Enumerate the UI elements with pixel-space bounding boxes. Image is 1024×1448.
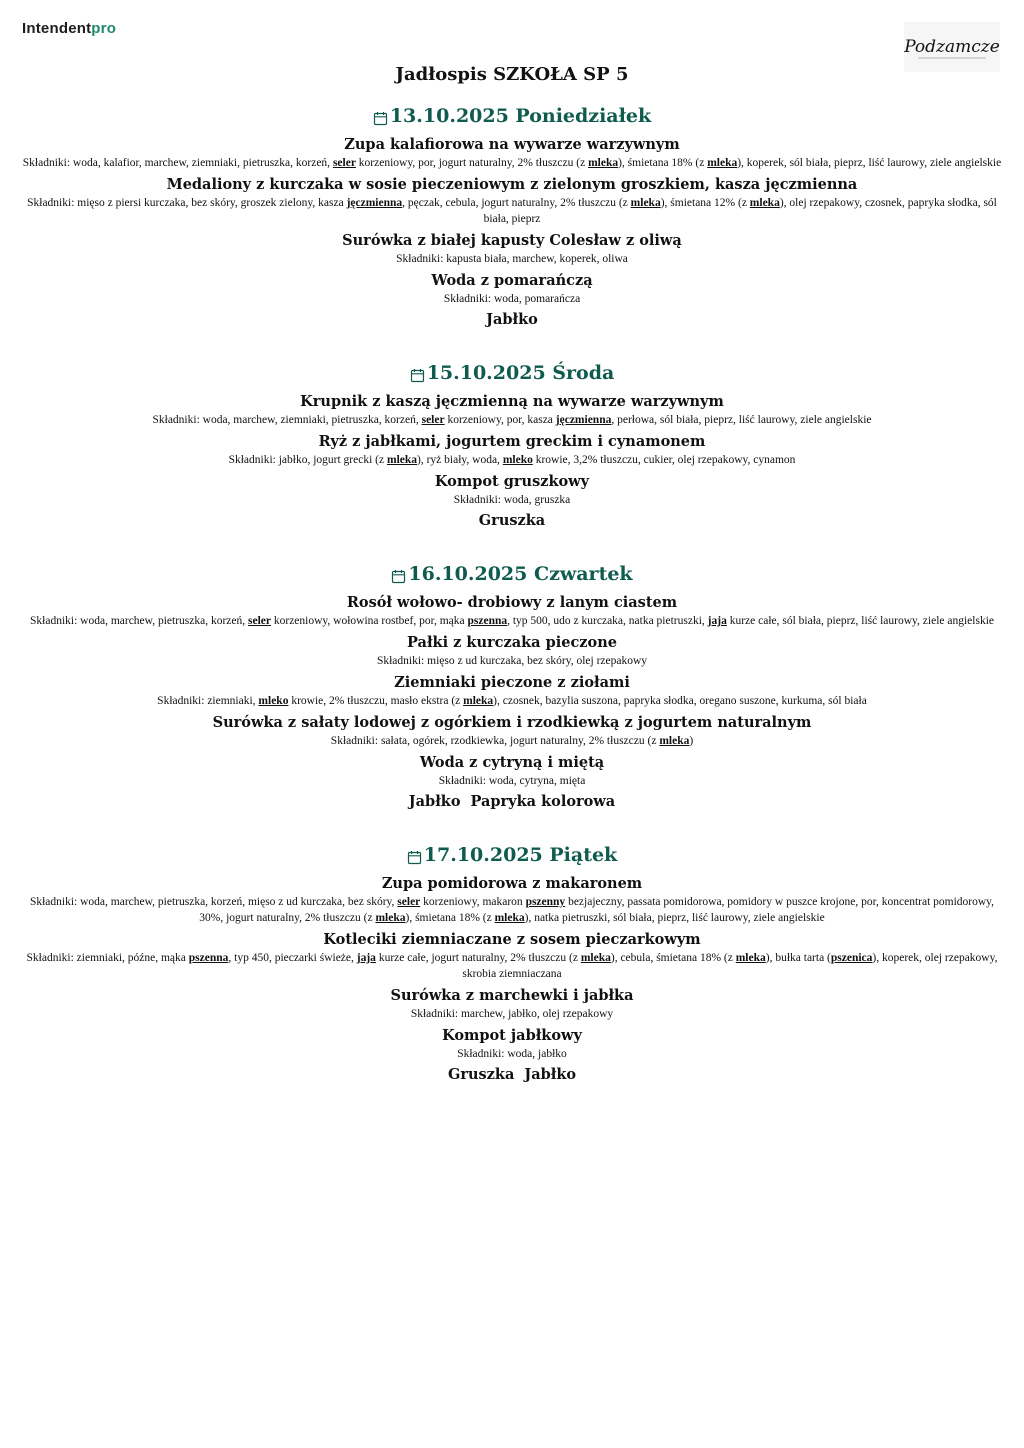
ingredient-text: Składniki: mięso z piersi kurczaka, bez skóry, groszek zielony, kasza [27, 197, 347, 209]
ingredient-text: Składniki: woda, marchew, pietruszka, korzeń, [30, 615, 249, 627]
day-section [18, 553, 1006, 810]
ingredient-text: Składniki: woda, marchew, pietruszka, korzeń, mięso z ud kurczaka, bez skóry, [29, 896, 398, 908]
ingredient-text: Składniki: marchew, jabłko, olej rzepakowy [410, 1008, 614, 1020]
allergen: pszenna [188, 952, 229, 964]
day-heading [407, 844, 617, 866]
ingredient-text: krowie, 3,2% tłuszczu, cukier, olej rzepakowy, cynamon [532, 454, 796, 466]
dish-ingredients [18, 195, 1006, 227]
fruit-line [18, 1066, 1006, 1083]
ingredient-text: Składniki: ziemniaki, [157, 695, 259, 707]
ingredient-text: , typ 450, pieczarki świeże, [228, 952, 357, 964]
allergen: jęczmienna [555, 414, 612, 426]
calendar-icon [407, 848, 422, 863]
allergen: mleka [659, 735, 690, 747]
ingredient-text: Składniki: woda, jabłko [457, 1048, 567, 1060]
day-spacer [18, 810, 1006, 834]
dish-name: Medaliony z kurczaka w sosie pieczeniowym z zielonym groszkiem, kasza jęczmienna [166, 176, 858, 193]
allergen: mleka [735, 952, 766, 964]
dish-ingredients [18, 733, 1006, 749]
day-section [18, 352, 1006, 529]
allergen: mleka [463, 695, 494, 707]
dish-name: Rosół wołowo- drobiowy z lanym ciastem [346, 594, 678, 611]
ingredient-text: Składniki: ziemniaki, późne, mąka [26, 952, 189, 964]
ingredient-text: Składniki: sałata, ogórek, rzodkiewka, jogurt naturalny, 2% tłuszczu (z [330, 735, 660, 747]
day-heading-text: 15.10.2025 Środa [426, 362, 615, 384]
fruit-item: Gruszka [478, 512, 546, 529]
dish-name: Woda z cytryną i miętą [419, 754, 605, 771]
ingredient-text: Składniki: kapusta biała, marchew, koperek, oliwa [396, 253, 628, 265]
dish-ingredients [18, 291, 1006, 307]
menu-content [18, 64, 1006, 1083]
ingredient-text: , typ 500, udo z kurczaka, natka pietruszki, [507, 615, 708, 627]
ingredient-text: ), cebula, śmietana 18% (z [610, 952, 736, 964]
dish-name: Ziemniaki pieczone z ziołami [394, 674, 630, 691]
ingredient-text: ), śmietana 18% (z [618, 157, 708, 169]
fruit-item: Jabłko [524, 1066, 577, 1083]
day-section [18, 834, 1006, 1083]
ingredient-text: ) [689, 735, 694, 747]
ingredient-text: Składniki: woda, cytryna, mięta [438, 775, 586, 787]
ingredient-text: ), czosnek, bazylia suszona, papryka słodka, oregano suszone, kurkuma, sól biała [493, 695, 867, 707]
dish-name: Kompot gruszkowy [434, 473, 590, 490]
ingredient-text: ), śmietana 18% (z [405, 912, 495, 924]
dish-ingredients [18, 1006, 1006, 1022]
day-spacer [18, 328, 1006, 352]
fruit-line [18, 512, 1006, 529]
allergen: mleka [630, 197, 661, 209]
ingredient-text: korzeniowy, wołowina rostbef, por, mąka [271, 615, 468, 627]
allergen: mleka [375, 912, 406, 924]
dish-ingredients [18, 613, 1006, 629]
allergen: seler [421, 414, 445, 426]
ingredient-text: Składniki: woda, marchew, ziemniaki, pietruszka, korzeń, [152, 414, 422, 426]
ingredient-text: krowie, 2% tłuszczu, masło ekstra (z [288, 695, 464, 707]
ingredient-text: ), śmietana 12% (z [660, 197, 750, 209]
dish-ingredients [18, 693, 1006, 709]
fruit-line [18, 793, 1006, 810]
dish-ingredients [18, 653, 1006, 669]
allergen: mleka [580, 952, 611, 964]
logo-text: Podzamcze [904, 37, 1000, 57]
ingredient-text: ), ryż biały, woda, [417, 454, 503, 466]
fruit-line [18, 311, 1006, 328]
dish-name: Pałki z kurczaka pieczone [407, 634, 617, 651]
allergen: seler [332, 157, 356, 169]
dish-ingredients [18, 773, 1006, 789]
dish-ingredients [18, 1046, 1006, 1062]
ingredient-text: kurze całe, jogurt naturalny, 2% tłuszczu (z [375, 952, 581, 964]
dish-name: Ryż z jabłkami, jogurtem greckim i cynamonem [318, 433, 706, 450]
dish-name: Surówka z marchewki i jabłka [390, 987, 634, 1004]
allergen: mleka [707, 157, 738, 169]
ingredient-text: Składniki: mięso z ud kurczaka, bez skóry, olej rzepakowy [376, 655, 648, 667]
dish-ingredients [18, 894, 1006, 926]
dish-name: Zupa kalafiorowa na wywarze warzywnym [344, 136, 680, 153]
dish-ingredients [18, 251, 1006, 267]
ingredient-text: ), olej rzepakowy, czosnek, papryka słodka, sól biała, pieprz [483, 197, 997, 225]
ingredient-text: ), bułka tarta ( [765, 952, 831, 964]
ingredient-text: Składniki: jabłko, jogurt grecki (z [228, 454, 387, 466]
allergen: pszenna [467, 615, 508, 627]
ingredient-text: ), koperek, sól biała, pieprz, liść laurowy, ziele angielskie [737, 157, 1002, 169]
ingredient-text: kurze całe, sól biała, pieprz, liść laurowy, ziele angielskie [726, 615, 994, 627]
allergen: mleko [258, 695, 289, 707]
allergen: mleka [386, 454, 418, 466]
day-heading-text: 13.10.2025 Poniedziałek [389, 105, 652, 127]
day-heading-text: 17.10.2025 Piątek [423, 844, 618, 866]
allergen: mleka [588, 157, 619, 169]
day-heading-text: 16.10.2025 Czwartek [408, 563, 633, 585]
dish-ingredients [18, 452, 1006, 468]
ingredient-text: Składniki: woda, pomarańcza [443, 293, 581, 305]
dish-name: Krupnik z kaszą jęczmienną na wywarze warzywnym [300, 393, 724, 410]
allergen: mleka [749, 197, 780, 209]
ingredient-text: Składniki: woda, gruszka [453, 494, 571, 506]
ingredient-text: Składniki: woda, kalafior, marchew, ziemniaki, pietruszka, korzeń, [22, 157, 333, 169]
fruit-item: Gruszka [447, 1066, 515, 1083]
allergen: seler [397, 896, 421, 908]
ingredient-text: , perłowa, sól biała, pieprz, liść laurowy, ziele angielskie [611, 414, 872, 426]
calendar-icon [410, 366, 425, 381]
page-title: Jadłospis SZKOŁA SP 5 [395, 64, 629, 85]
ingredient-text: , pęczak, cebula, jogurt naturalny, 2% tłuszczu (z [402, 197, 631, 209]
brand-part-1: Intendent [22, 20, 92, 37]
ingredient-text: ), koperek, olej rzepakowy, skrobia ziemniaczana [462, 952, 998, 980]
brand-part-2: pro [91, 20, 117, 37]
dish-name: Zupa pomidorowa z makaronem [381, 875, 643, 892]
day-heading [373, 105, 651, 127]
allergen: pszenica [830, 952, 873, 964]
ingredient-text: korzeniowy, por, jogurt naturalny, 2% tłuszczu (z [355, 157, 589, 169]
dish-name: Woda z pomarańczą [431, 272, 593, 289]
day-spacer [18, 529, 1006, 553]
brand-logo [22, 20, 116, 37]
ingredient-text: ), natka pietruszki, sól biała, pieprz, liść laurowy, ziele angielskie [524, 912, 825, 924]
allergen: mleka [494, 912, 525, 924]
dish-ingredients [18, 492, 1006, 508]
allergen: jęczmienna [346, 197, 403, 209]
dish-name: Kotleciki ziemniaczane z sosem pieczarkowym [323, 931, 701, 948]
allergen: seler [248, 615, 271, 627]
day-heading [391, 563, 632, 585]
day-section [18, 95, 1006, 328]
ingredient-text: korzeniowy, makaron [420, 896, 526, 908]
allergen: jaja [707, 615, 727, 627]
fruit-item: Jabłko [486, 311, 538, 328]
dish-ingredients [18, 155, 1006, 171]
ingredient-text: korzeniowy, por, kasza [444, 414, 556, 426]
fruit-item: Papryka kolorowa [470, 793, 616, 810]
allergen: mleko [502, 454, 533, 466]
fruit-item: Jabłko [408, 793, 461, 810]
dish-ingredients [18, 950, 1006, 982]
calendar-icon [391, 567, 406, 582]
calendar-icon [373, 109, 388, 124]
dish-name: Kompot jabłkowy [442, 1027, 582, 1044]
ingredient-text: bezjajeczny, passata pomidorowa, pomidory w puszce krojone, por, koncentrat pomidorowy, 30%, jogurt naturalny, 2% tłuszczu (z [199, 896, 995, 924]
dish-ingredients [18, 412, 1006, 428]
allergen: jaja [356, 952, 376, 964]
dish-name: Surówka z sałaty lodowej z ogórkiem i rzodkiewką z jogurtem naturalnym [212, 714, 812, 731]
dish-name: Surówka z białej kapusty Colesław z oliwą [342, 232, 682, 249]
allergen: pszenny [525, 896, 566, 908]
day-heading [410, 362, 615, 384]
